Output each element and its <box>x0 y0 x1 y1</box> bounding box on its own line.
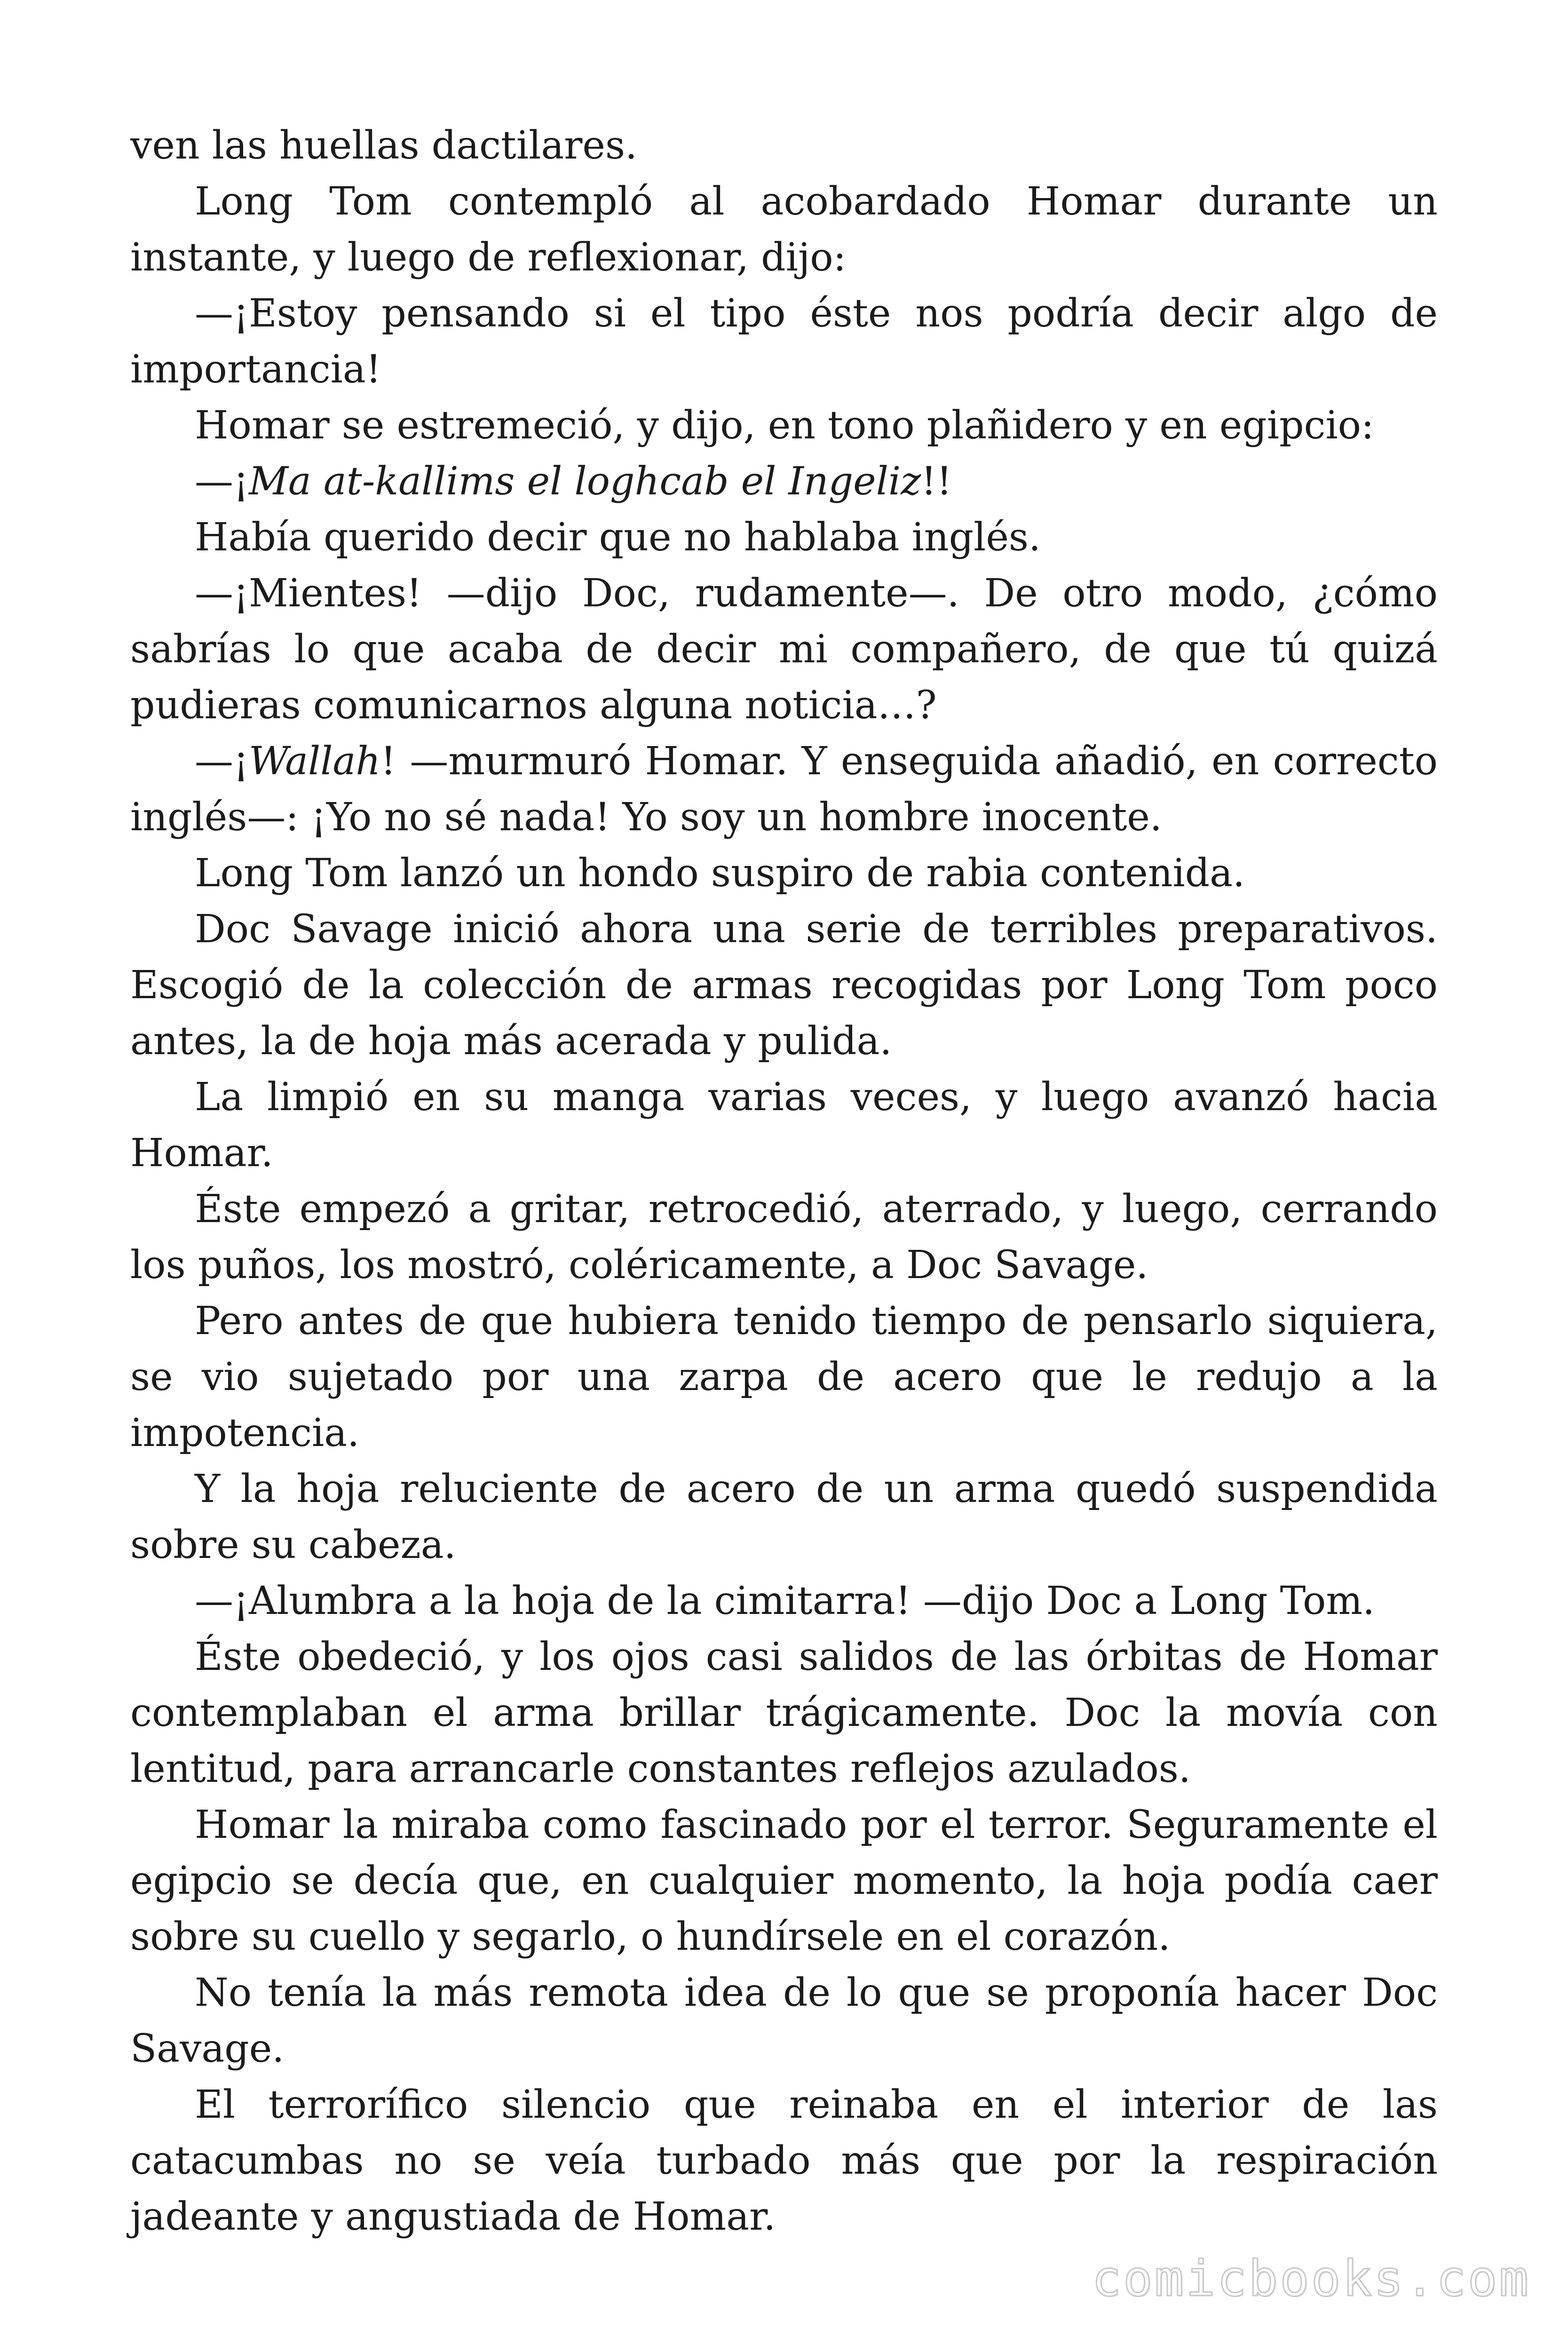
paragraph-8-italic-word: Wallah <box>248 739 381 784</box>
paragraph-4-text: Homar se estremeció, y dijo, en tono plañidero y en egipcio: <box>195 403 1374 448</box>
page-body <box>130 118 1438 2245</box>
paragraph-8 <box>130 733 1438 845</box>
paragraph-15 <box>130 1573 1438 1629</box>
paragraph-16 <box>130 1629 1438 1797</box>
paragraph-18-text: No tenía la más remota idea de lo que se proponía hacer Doc Savage. <box>130 1971 1438 2071</box>
paragraph-7 <box>130 565 1438 733</box>
paragraph-19 <box>130 2077 1438 2245</box>
paragraph-3-text: —¡Estoy pensando si el tipo éste nos podría decir algo de importancia! <box>130 291 1438 392</box>
paragraph-6-text: Había querido decir que no hablaba inglés. <box>195 515 1041 560</box>
paragraph-15-text: —¡Alumbra a la hoja de la cimitarra! —dijo Doc a Long Tom. <box>195 1579 1375 1623</box>
paragraph-12 <box>130 1181 1438 1293</box>
paragraph-13-text: Pero antes de que hubiera tenido tiempo de pensarlo siquiera, se vio sujetado por una zarpa de acero que le redujo a la impotencia. <box>130 1299 1438 1455</box>
paragraph-19-text: El terrorífico silencio que reinaba en el interior de las catacumbas no se veía turbado más que por la respiración jadeante y angustiada de Homar. <box>130 2082 1438 2239</box>
paragraph-4 <box>130 397 1438 453</box>
paragraph-13 <box>130 1293 1438 1461</box>
paragraph-9 <box>130 845 1438 901</box>
paragraph-18 <box>130 1965 1438 2077</box>
paragraph-8-text-b: ! —murmuró Homar. Y enseguida añadió, en correcto inglés—: ¡Yo no sé nada! Yo soy un hombre inocente. <box>130 739 1438 840</box>
paragraph-12-text: Éste empezó a gritar, retrocedió, aterrado, y luego, cerrando los puños, los mostró, coléricamente, a Doc Savage. <box>130 1187 1438 1287</box>
paragraph-5-italic-phrase: Ma at-kallims el loghcab el Ingeliz <box>248 459 921 504</box>
paragraph-11 <box>130 1069 1438 1181</box>
paragraph-5-text-a: —¡ <box>195 459 249 504</box>
paragraph-17-text: Homar la miraba como fascinado por el terror. Seguramente el egipcio se decía que, en cualquier momento, la hoja podía caer sobre su cuello y segarlo, o hundírsele en el corazón. <box>130 1803 1438 1959</box>
paragraph-6 <box>130 509 1438 565</box>
paragraph-10 <box>130 901 1438 1069</box>
paragraph-9-text: Long Tom lanzó un hondo suspiro de rabia contenida. <box>195 851 1245 896</box>
paragraph-5 <box>130 453 1438 509</box>
paragraph-10-text: Doc Savage inició ahora una serie de terribles preparativos. Escogió de la colección de armas recogidas por Long Tom poco antes, la de hoja más acerada y pulida. <box>130 907 1438 1064</box>
paragraph-14-text: Y la hoja reluciente de acero de un arma quedó suspendida sobre su cabeza. <box>130 1467 1438 1567</box>
paragraph-11-text: La limpió en su manga varias veces, y luego avanzó hacia Homar. <box>130 1075 1438 1176</box>
paragraph-3 <box>130 286 1438 397</box>
paragraph-14 <box>130 1461 1438 1573</box>
paragraph-8-text-a: —¡ <box>195 739 249 784</box>
paragraph-1-text: ven las huellas dactilares. <box>130 123 638 168</box>
paragraph-2-text: Long Tom contempló al acobardado Homar durante un instante, y luego de reflexionar, dijo: <box>130 179 1438 280</box>
paragraph-7-text: —¡Mientes! —dijo Doc, rudamente—. De otro modo, ¿cómo sabrías lo que acaba de decir mi compañero, de que tú quizá pudieras comunicarnos alguna noticia…? <box>130 571 1438 728</box>
paragraph-17 <box>130 1797 1438 1965</box>
paragraph-5-text-b: !! <box>921 459 952 504</box>
paragraph-2 <box>130 174 1438 286</box>
paragraph-1 <box>130 118 1438 174</box>
watermark-text: comicbooks.com <box>1092 2250 1530 2307</box>
paragraph-16-text: Éste obedeció, y los ojos casi salidos de las órbitas de Homar contemplaban el arma brillar trágicamente. Doc la movía con lentitud, para arrancarle constantes reflejos azulados. <box>130 1635 1438 1791</box>
